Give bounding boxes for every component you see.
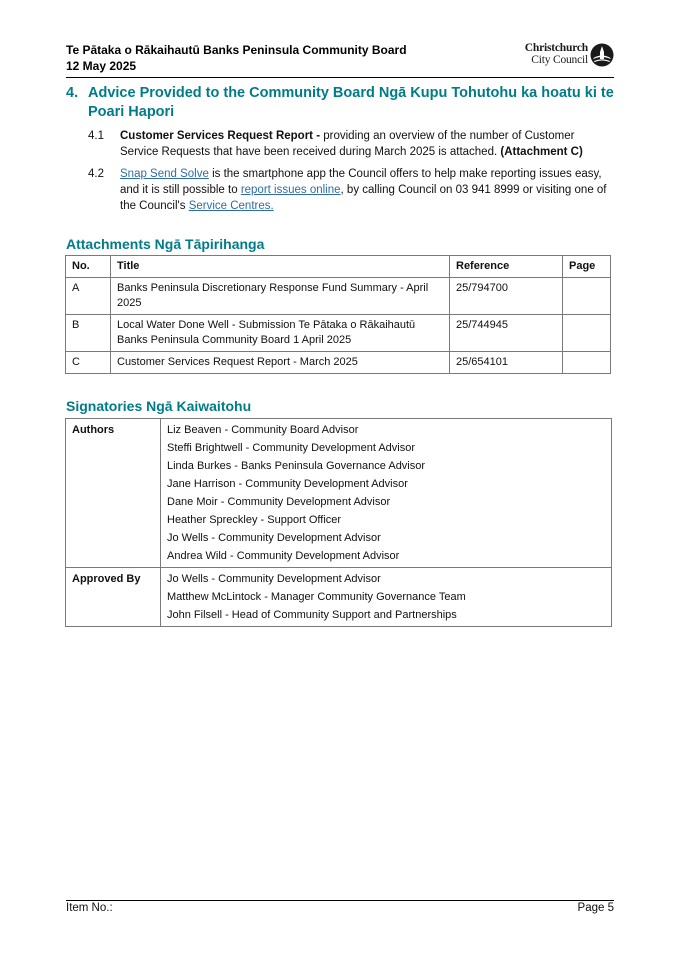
attachment-page [563,278,611,315]
approver-entry: John Filsell - Head of Community Support and Partnerships [167,609,457,621]
board-name: Te Pātaka o Rākaihautū Banks Peninsula Community Board [66,43,407,57]
authors-list [161,419,612,568]
attachments-heading: Attachments Ngā Tāpirihanga [66,236,265,252]
table-row [66,278,611,315]
logo-text-line1: Christchurch [524,42,588,54]
service-centres-link[interactable]: Service Centres. [188,200,274,212]
attachment-title: Local Water Done Well - Submission Te Pātaka o Rākaihautū Banks Peninsula Community Board 1 April 2025 [111,315,450,352]
footer-divider [66,900,614,901]
author-entry: Dane Moir - Community Development Advisor [167,496,391,508]
attachment-no: B [66,315,111,352]
author-entry: Jane Harrison - Community Development Advisor [167,478,408,490]
item-no-label: Item No.: [66,902,113,914]
item-bold-lead: Customer Services Request Report - [120,130,321,142]
cathedral-logo-icon [590,43,614,67]
meeting-date: 12 May 2025 [66,59,137,73]
approvers-list [161,568,612,627]
item-attachment-ref: (Attachment C) [500,146,583,158]
authors-label: Authors [66,419,161,568]
author-entry: Andrea Wild - Community Development Advisor [167,550,400,562]
attachment-reference: 25/794700 [450,278,563,315]
attachment-title: Customer Services Request Report - March 2025 [111,352,450,374]
author-entry: Jo Wells - Community Development Advisor [167,532,381,544]
logo-text-line2: City Council [531,54,588,66]
approved-by-label: Approved By [66,568,161,627]
attachment-reference: 25/654101 [450,352,563,374]
attachment-page [563,315,611,352]
attachments-table [65,255,611,374]
column-header: Title [111,256,450,278]
item-number: 4.1 [88,130,104,142]
item-4-1 [66,128,614,160]
attachment-reference: 25/744945 [450,315,563,352]
section-title: Advice Provided to the Community Board Ngā Kupu Tohutohu ka hoatu ki te Poari Hapori [88,85,614,120]
column-header: Page [563,256,611,278]
section-4 [66,84,614,214]
column-header: No. [66,256,111,278]
item-text: , by calling Council on 03 941 8999 or visiting one of the Council's [120,184,607,212]
table-row [66,568,612,627]
column-header: Reference [450,256,563,278]
table-row [66,419,612,568]
table-row [66,315,611,352]
signatories-table [65,418,612,627]
page-number: Page 5 [577,902,614,914]
attachment-no: A [66,278,111,315]
snap-send-solve-link[interactable]: Snap Send Solve [120,168,209,180]
author-entry: Heather Spreckley - Support Officer [167,514,342,526]
approver-entry: Jo Wells - Community Development Advisor [167,573,381,585]
approver-entry: Matthew McLintock - Manager Community Governance Team [167,591,466,603]
page-header [66,42,614,76]
attachment-no: C [66,352,111,374]
item-text: is the smartphone app the Council offers to help make reporting issues easy, and it is still possible to [120,168,602,196]
author-entry: Linda Burkes - Banks Peninsula Governance Advisor [167,460,426,472]
section-number: 4. [66,85,79,101]
table-row [66,352,611,374]
signatories-heading: Signatories Ngā Kaiwaitohu [66,398,252,414]
author-entry: Steffi Brightwell - Community Development Advisor [167,442,416,454]
header-divider [66,77,614,78]
item-text: providing an overview of the number of Customer Service Requests that have been received during March 2025 is attached. [120,130,575,158]
attachment-title: Banks Peninsula Discretionary Response Fund Summary - April 2025 [111,278,450,315]
author-entry: Liz Beaven - Community Board Advisor [167,424,359,436]
item-4-2 [66,166,614,214]
table-header-row [66,256,611,278]
attachment-page [563,352,611,374]
report-issues-online-link[interactable]: report issues online [240,184,341,196]
council-logo [514,42,614,68]
item-number: 4.2 [88,168,104,180]
